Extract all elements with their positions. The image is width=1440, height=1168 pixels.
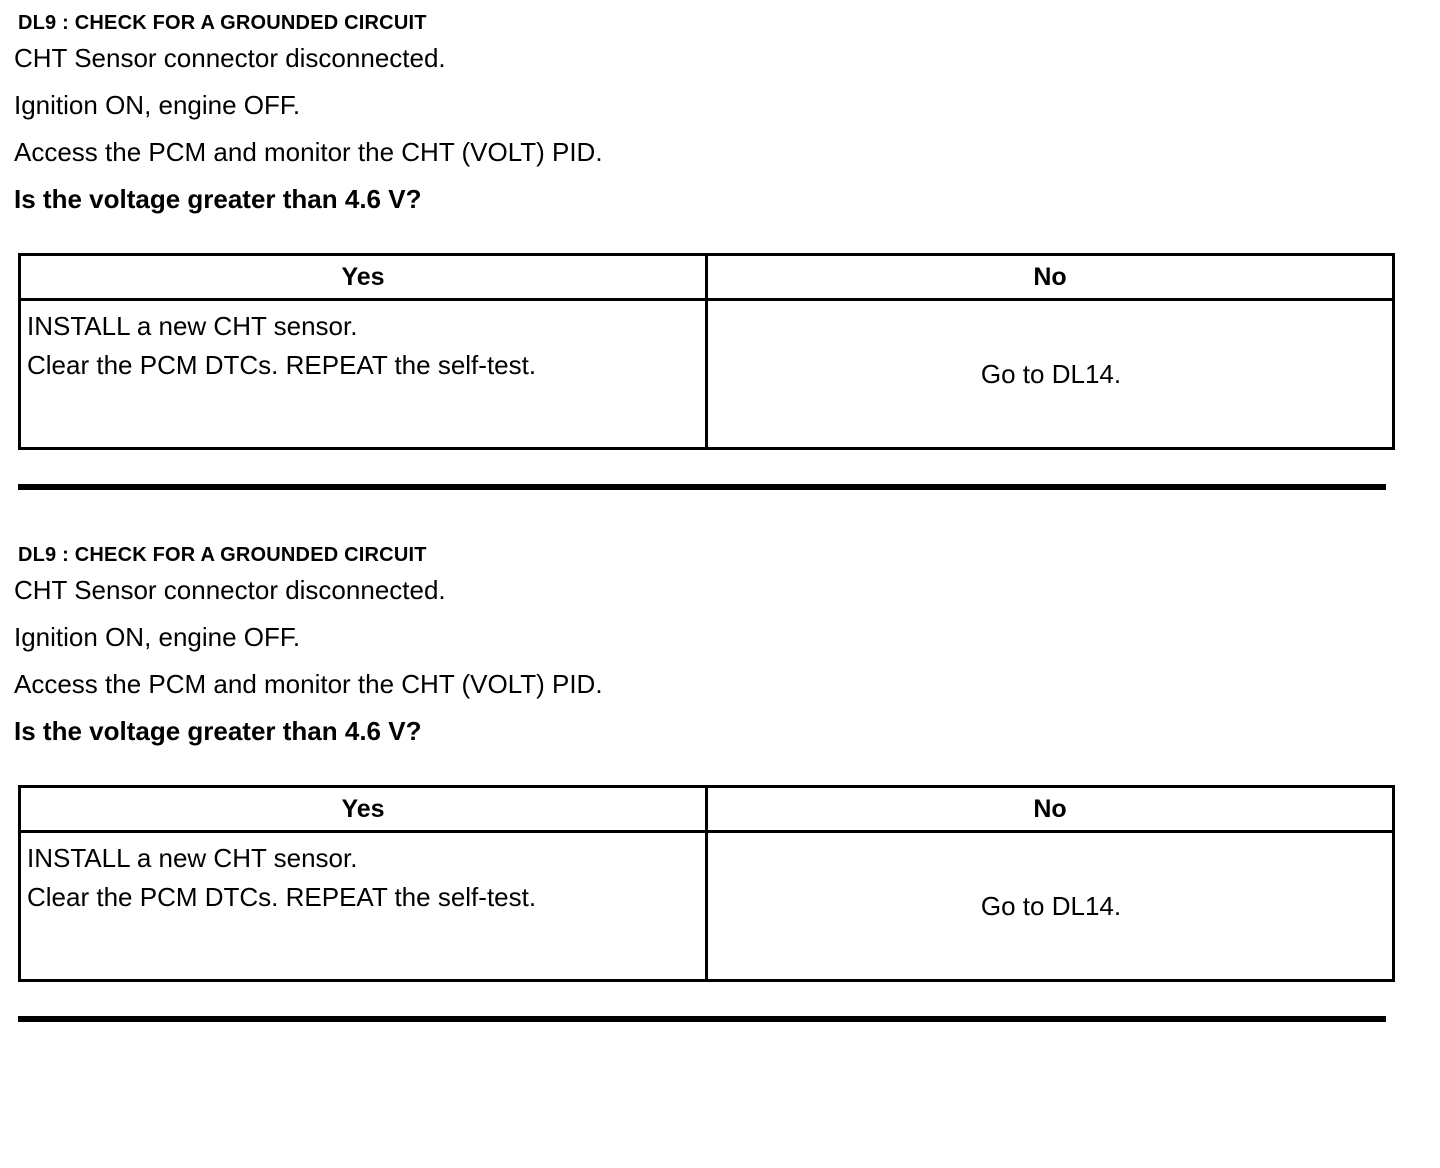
yes-action-cell [20,832,707,981]
no-action-body [708,301,1392,447]
no-action-cell [707,300,1394,449]
step-instruction-line: Access the PCM and monitor the CHT (VOLT) PID. [14,669,603,699]
table-header-row [20,787,1394,832]
column-header-yes: Yes [20,255,707,300]
table-header-row [20,255,1394,300]
step-question: Is the voltage greater than 4.6 V? [14,184,422,214]
step-instruction-line: Ignition ON, engine OFF. [14,90,301,120]
yes-action-line: Clear the PCM DTCs. REPEAT the self-test. [27,350,537,380]
step-instructions [14,35,1440,223]
table-row [20,300,1394,449]
column-header-no: No [707,787,1394,832]
diagnostic-step-block [0,0,1440,490]
step-question: Is the voltage greater than 4.6 V? [14,716,422,746]
step-instruction-line: CHT Sensor connector disconnected. [14,43,446,73]
spacer [0,490,1440,532]
column-header-no: No [707,255,1394,300]
answer-table [18,785,1395,982]
column-header-yes: Yes [20,787,707,832]
step-instruction-line: CHT Sensor connector disconnected. [14,575,446,605]
yes-action-body [21,301,705,447]
step-instructions [14,567,1440,755]
yes-action-line: INSTALL a new CHT sensor. [27,311,358,341]
no-action-cell [707,832,1394,981]
yes-action-body [21,833,705,979]
no-action-line: Go to DL14. [980,891,1122,921]
no-action-body [708,833,1392,979]
section-divider [18,1016,1386,1022]
yes-action-line: INSTALL a new CHT sensor. [27,843,358,873]
step-instruction-line: Access the PCM and monitor the CHT (VOLT) PID. [14,137,603,167]
table-row [20,832,1394,981]
yes-action-line: Clear the PCM DTCs. REPEAT the self-test. [27,882,537,912]
diagnostic-step-block [0,532,1440,1022]
step-instruction-line: Ignition ON, engine OFF. [14,622,301,652]
yes-action-cell [20,300,707,449]
answer-table [18,253,1395,450]
step-heading: DL9 : CHECK FOR A GROUNDED CIRCUIT [18,12,427,34]
no-action-line: Go to DL14. [980,359,1122,389]
step-heading: DL9 : CHECK FOR A GROUNDED CIRCUIT [18,544,427,566]
